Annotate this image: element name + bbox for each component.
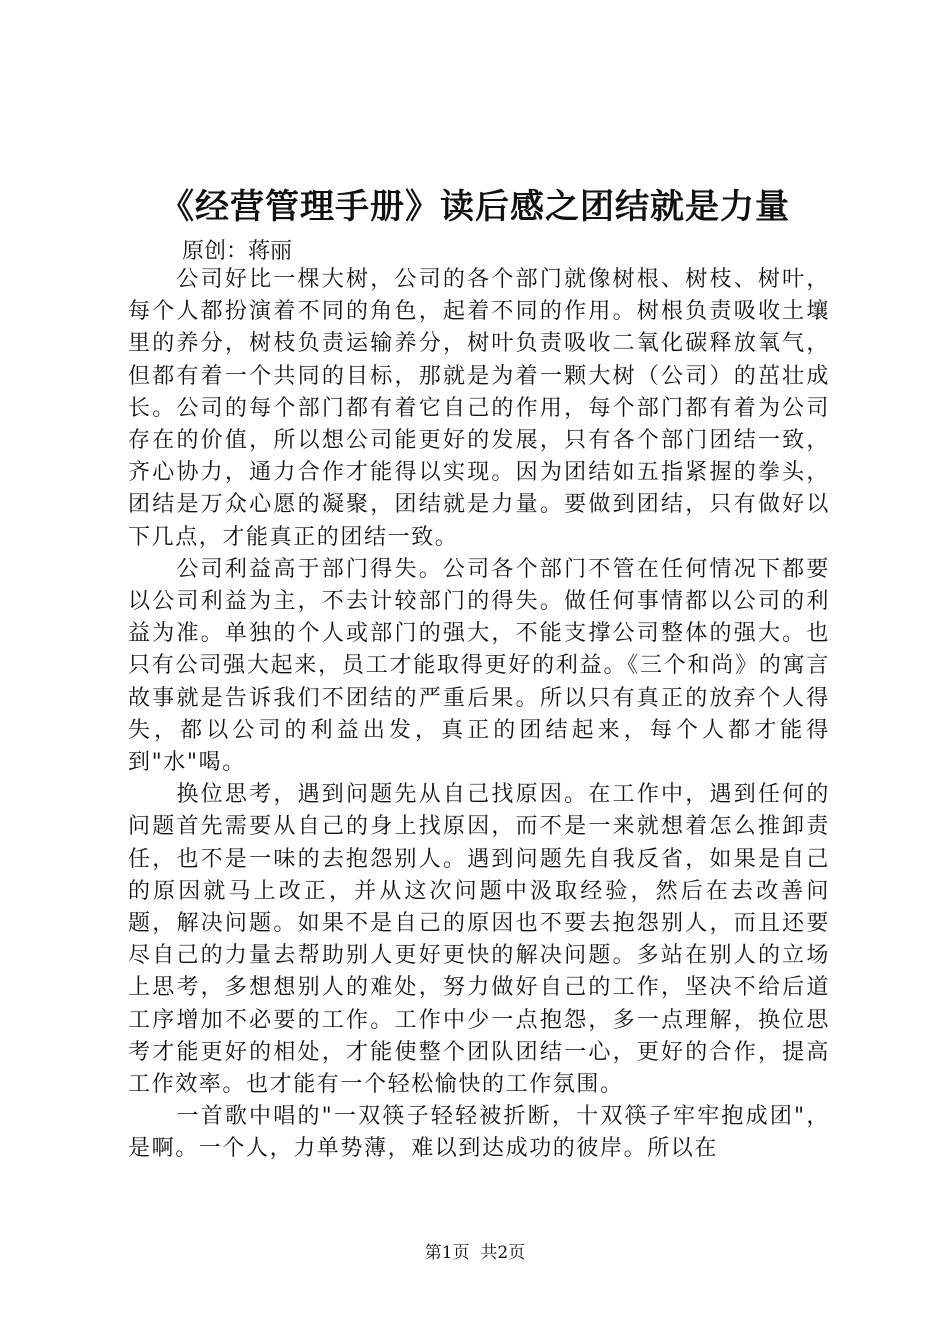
author-line: 原创：蒋丽 (182, 239, 293, 264)
paragraph: 换位思考，遇到问题先从自己找原因。在工作中，遇到任何的问题首先需要从自己的身上找原因，而不是一来就想着怎么推卸责任，也不是一味的去抱怨别人。遇到问题先自我反省，如果是自己的原因就马上改正，并从这次问题中汲取经验，然后在去改善问题，解决问题。如果不是自己的原因也不要去抱怨别人，而且还要尽自己的力量去帮助别人更好更快的解决问题。多站在别人的立场上思考，多想想别人的难处，努力做好自己的工作，坚决不给后道工序增加不必要的工作。工作中少一点抱怨，多一点理解，换位思考才能更好的相处，才能使整个团队团结一心，更好的合作，提高工作效率。也才能有一个轻松愉快的工作氛围。 (128, 782, 830, 1098)
document-title: 《经营管理手册》读后感之团结就是力量 (160, 187, 790, 227)
document-body (128, 264, 830, 1184)
page-footer (0, 1241, 950, 1265)
paragraph: 公司好比一棵大树，公司的各个部门就像树根、树枝、树叶，每个人都扮演着不同的角色，起着不同的作用。树根负责吸收土壤里的养分，树枝负责运输养分，树叶负责吸收二氧化碳释放氧气，但都有着一个共同的目标，那就是为着一颗大树（公司）的茁壮成长。公司的每个部门都有着它自己的作用，每个部门都有着为公司存在的价值，所以想公司能更好的发展，只有各个部门团结一致，齐心协力，通力合作才能得以实现。因为团结如五指紧握的拳头，团结是万众心愿的凝聚，团结就是力量。要做到团结，只有做好以下几点，才能真正的团结一致。 (128, 267, 830, 550)
page-indicator: 第1页 共2页 (424, 1243, 526, 1263)
paragraph: 公司利益高于部门得失。公司各个部门不管在任何情况下都要以公司利益为主，不去计较部门的得失。做任何事情都以公司的利益为准。单独的个人或部门的强大，不能支撑公司整体的强大。也只有公司强大起来，员工才能取得更好的利益。《三个和尚》的寓言故事就是告诉我们不团结的严重后果。所以只有真正的放弃个人得失，都以公司的利益出发，真正的团结起来，每个人都才能得到"水"喝。 (128, 556, 830, 776)
paragraph: 一首歌中唱的"一双筷子轻轻被折断，十双筷子牢牢抱成团"，是啊。一个人，力单势薄，难以到达成功的彼岸。所以在 (128, 1104, 830, 1162)
